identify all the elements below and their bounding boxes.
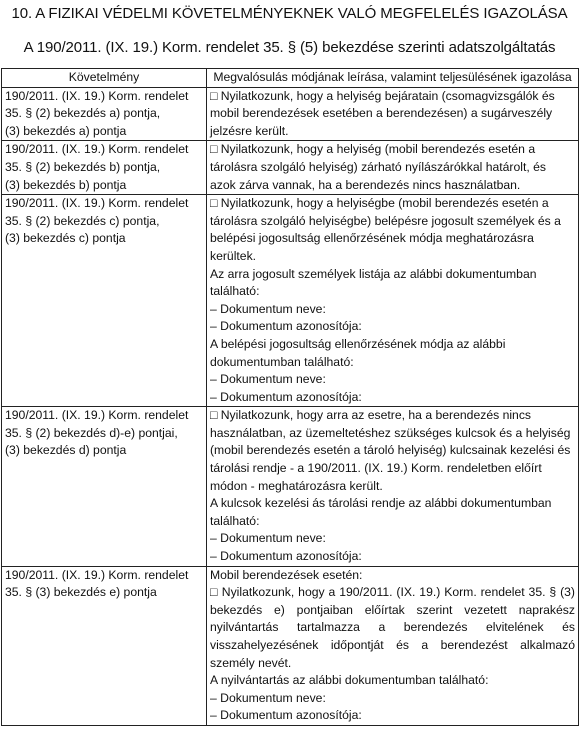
requirement-cell	[2, 407, 207, 566]
document-id-line: – Dokumentum azonosítója:	[210, 389, 362, 404]
requirement-line: 35. § (3) bekezdés e) pontja	[5, 585, 157, 600]
declaration-text: □ Nyilatkozunk, hogy arra az esetre, ha a berendezés nincs használatban, az üzemeltetéshez szükséges kulcsok és a helyiség (mobil berendezés esetén a tároló helyiség) kulcsainak kezelési és tárolási rendje - a 190/2011. (IX. 19.) Korm. rendeletben előírt módon - meghatározásra került.	[210, 408, 571, 493]
description-line: Mobil berendezések esetén:	[210, 567, 363, 582]
table-row	[2, 87, 579, 141]
description-line: A kulcsok kezelési ás tárolási rendje az alábbi dokumentumban található:	[210, 496, 552, 528]
description-line: A nyilvántartás az alábbi dokumentumban található:	[210, 673, 489, 688]
table-row	[2, 407, 579, 566]
description-cell	[207, 141, 579, 195]
description-cell	[207, 566, 579, 725]
requirement-cell	[2, 87, 207, 141]
document-id-line: – Dokumentum azonosítója:	[210, 549, 362, 564]
document-name-line: – Dokumentum neve:	[210, 531, 326, 546]
requirement-line: 35. § (2) bekezdés a) pontja,	[5, 106, 161, 121]
document-id-line: – Dokumentum azonosítója:	[210, 708, 362, 723]
requirement-line: 190/2011. (IX. 19.) Korm. rendelet	[5, 567, 189, 582]
requirement-line: (3) bekezdés d) pontja	[5, 443, 127, 458]
requirement-line: 35. § (2) bekezdés b) pontja,	[5, 159, 161, 174]
requirement-cell	[2, 195, 207, 407]
column-header-requirement: Követelmény	[2, 69, 207, 88]
requirement-line: (3) bekezdés c) pontja	[5, 231, 126, 246]
document-name-line: – Dokumentum neve:	[210, 372, 326, 387]
declaration-text: □ Nyilatkozunk, hogy a helyiség (mobil berendezés esetén a tárolásra szolgáló helyiség) zárható nyílászárókkal határolt, és azok zárva vannak, ha a berendezés nincs használatban.	[210, 142, 547, 192]
requirement-line: 190/2011. (IX. 19.) Korm. rendelet	[5, 408, 189, 423]
page-title: 10. A FIZIKAI VÉDELMI KÖVETELMÉNYEKNEK VALÓ MEGFELELÉS IGAZOLÁSA	[11, 5, 568, 22]
description-cell	[207, 195, 579, 407]
requirements-table	[1, 68, 579, 726]
document-name-line: – Dokumentum neve:	[210, 690, 326, 705]
description-cell	[207, 87, 579, 141]
declaration-text: □ Nyilatkozunk, hogy a helyiségbe (mobil berendezés esetén a tárolásra szolgáló helyiségbe) belépésre jogosult személyek és a belépési jogosultság ellenőrzésének módja meghatározásra kerültek.	[210, 196, 561, 263]
table-row	[2, 195, 579, 407]
requirement-line: 35. § (2) bekezdés d)-e) pontjai,	[5, 425, 178, 440]
table-header-row	[2, 69, 579, 88]
page-subtitle: A 190/2011. (IX. 19.) Korm. rendelet 35. § (5) bekezdése szerinti adatszolgáltatás	[23, 39, 556, 56]
table-row	[2, 566, 579, 725]
document-id-line: – Dokumentum azonosítója:	[210, 319, 362, 334]
requirement-line: (3) bekezdés a) pontja	[5, 123, 127, 138]
table-row	[2, 141, 579, 195]
description-line: Az arra jogosult személyek listája az alábbi dokumentumban található:	[210, 266, 537, 299]
description-cell	[207, 407, 579, 566]
requirement-cell	[2, 141, 207, 195]
requirement-line: 190/2011. (IX. 19.) Korm. rendelet	[5, 196, 189, 211]
column-header-description: Megvalósulás módjának leírása, valamint teljesülésének igazolása	[207, 69, 579, 88]
document-name-line: – Dokumentum neve:	[210, 301, 326, 316]
declaration-text: □ Nyilatkozunk, hogy a 190/2011. (IX. 19.) Korm. rendelet 35. § (3) bekezdés e) pontjaiban előírtak szerint vezetett naprakész nyilvántartás tartalmazza a berendezés elvitelének és visszahelyezésének időpontját és a berendezést alkalmazó személy nevét.	[210, 585, 575, 670]
description-line: A belépési jogosultság ellenőrzésének módja az alábbi dokumentumban található:	[210, 336, 506, 369]
requirement-line: (3) bekezdés b) pontja	[5, 177, 127, 192]
requirement-cell	[2, 566, 207, 725]
requirement-line: 190/2011. (IX. 19.) Korm. rendelet	[5, 88, 189, 103]
declaration-text: □ Nyilatkozunk, hogy a helyiség bejáratain (csomagvizsgálók és mobil berendezések esetében a berendezésen) a sugárveszély jelzésre került.	[210, 88, 555, 138]
requirement-line: 190/2011. (IX. 19.) Korm. rendelet	[5, 142, 189, 157]
requirement-line: 35. § (2) bekezdés c) pontja,	[5, 213, 160, 228]
